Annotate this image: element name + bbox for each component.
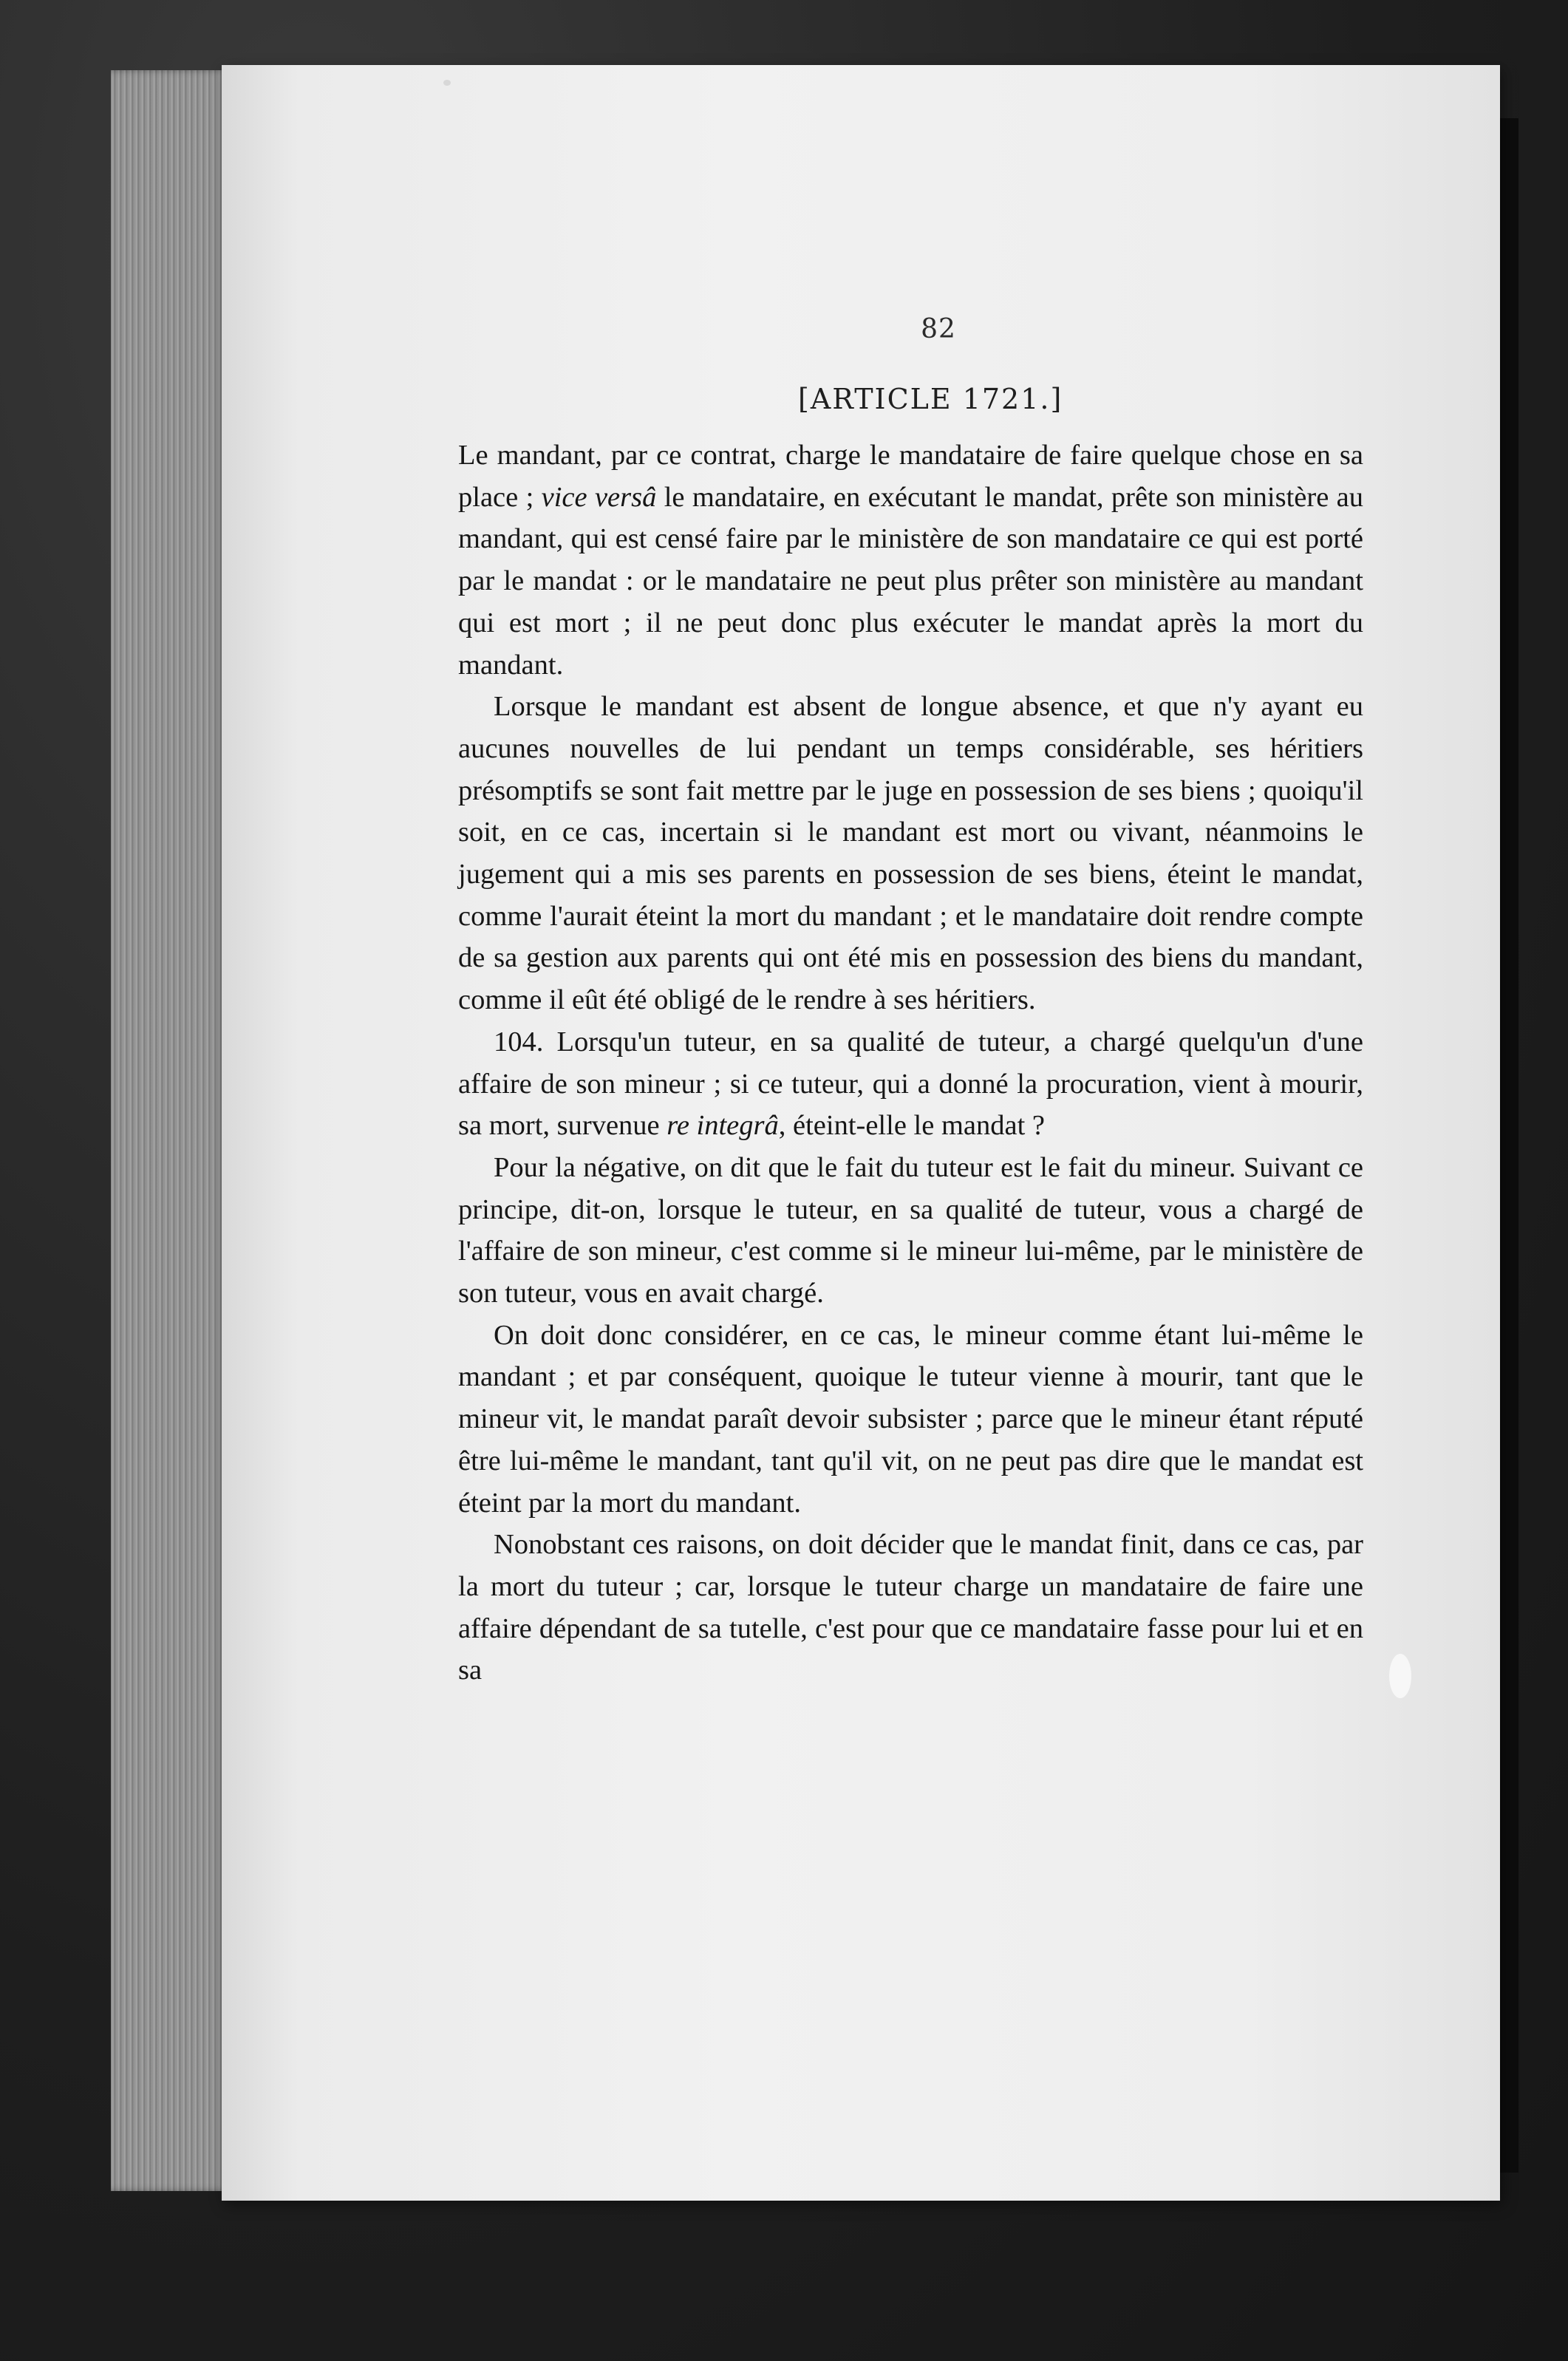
- paper-speck: [1389, 1654, 1411, 1698]
- page-number: 82: [921, 314, 956, 344]
- text-run: Le mandant, par ce contrat, charge le mandataire de faire quelque chose en sa place ;: [458, 440, 1363, 513]
- italic-phrase: vice versâ: [541, 481, 657, 513]
- italic-phrase: re integrâ: [667, 1110, 779, 1142]
- body-text: [458, 435, 1363, 1691]
- book-page-edges: [111, 70, 229, 2191]
- paragraph: Nonobstant ces raisons, on doit décider que le mandat finit, dans ce cas, par la mort du tuteur ; car, lorsque le tuteur charge un mandataire de faire une affaire dépendant de sa tutelle, c'est pour que ce mandataire fasse pour lui et en sa: [458, 1529, 1363, 1686]
- paragraph: [458, 1021, 1363, 1147]
- paragraph: Lorsque le mandant est absent de longue absence, et que n'y ayant eu aucunes nouvelles de lui pendant un temps considérable, ses héritiers présomptifs se sont fait mettre par le juge en possession de ses biens ; quoiqu'il soit, en ce cas, incertain si le mandant est mort ou vivant, néanmoins le jugement qui a mis ses parents en possession de ses biens, éteint le mandat, comme l'aurait éteint la mort du mandant ; et le mandataire doit rendre compte de sa gestion aux parents qui ont été mis en possession des biens du mandant, comme il eût été obligé de le rendre à ses héritiers.: [458, 691, 1363, 1016]
- article-heading: [ARTICLE 1721.]: [798, 383, 1063, 415]
- text-run: le mandataire, en exécutant le mandat, prête son ministère au mandant, qui est censé faire par le ministère de son mandataire ce qui est porté par le mandat : or le mandataire ne peut plus prêter son ministère au mandant qui est mort ; il ne peut donc plus exécuter le mandat après la mort du mandant.: [458, 481, 1363, 681]
- paragraph: On doit donc considérer, en ce cas, le mineur comme étant lui-même le mandant ; et par conséquent, quoique le tuteur vienne à mourir, tant que le mineur vit, le mandat paraît devoir subsister ; parce que le mineur étant réputé être lui-même le mandant, tant qu'il vit, on ne peut pas dire que le mandat est éteint par la mort du mandant.: [458, 1319, 1363, 1519]
- text-run: 104. Lorsqu'un tuteur, en sa qualité de tuteur, a chargé quelqu'un d'une affaire de son mineur ; si ce tuteur, qui a donné la procuration, vient à mourir, sa mort, survenue: [458, 1026, 1363, 1142]
- paper-speck: [443, 80, 451, 86]
- text-run: , éteint-elle le mandat ?: [778, 1110, 1045, 1142]
- paragraph: Pour la négative, on dit que le fait du tuteur est le fait du mineur. Suivant ce principe, dit-on, lorsque le tuteur, en sa qualité de tuteur, vous a chargé de l'affaire de son mineur, c'est comme si le mineur lui-même, par le ministère de son tuteur, vous en avait chargé.: [458, 1151, 1363, 1309]
- paragraph: [458, 435, 1363, 686]
